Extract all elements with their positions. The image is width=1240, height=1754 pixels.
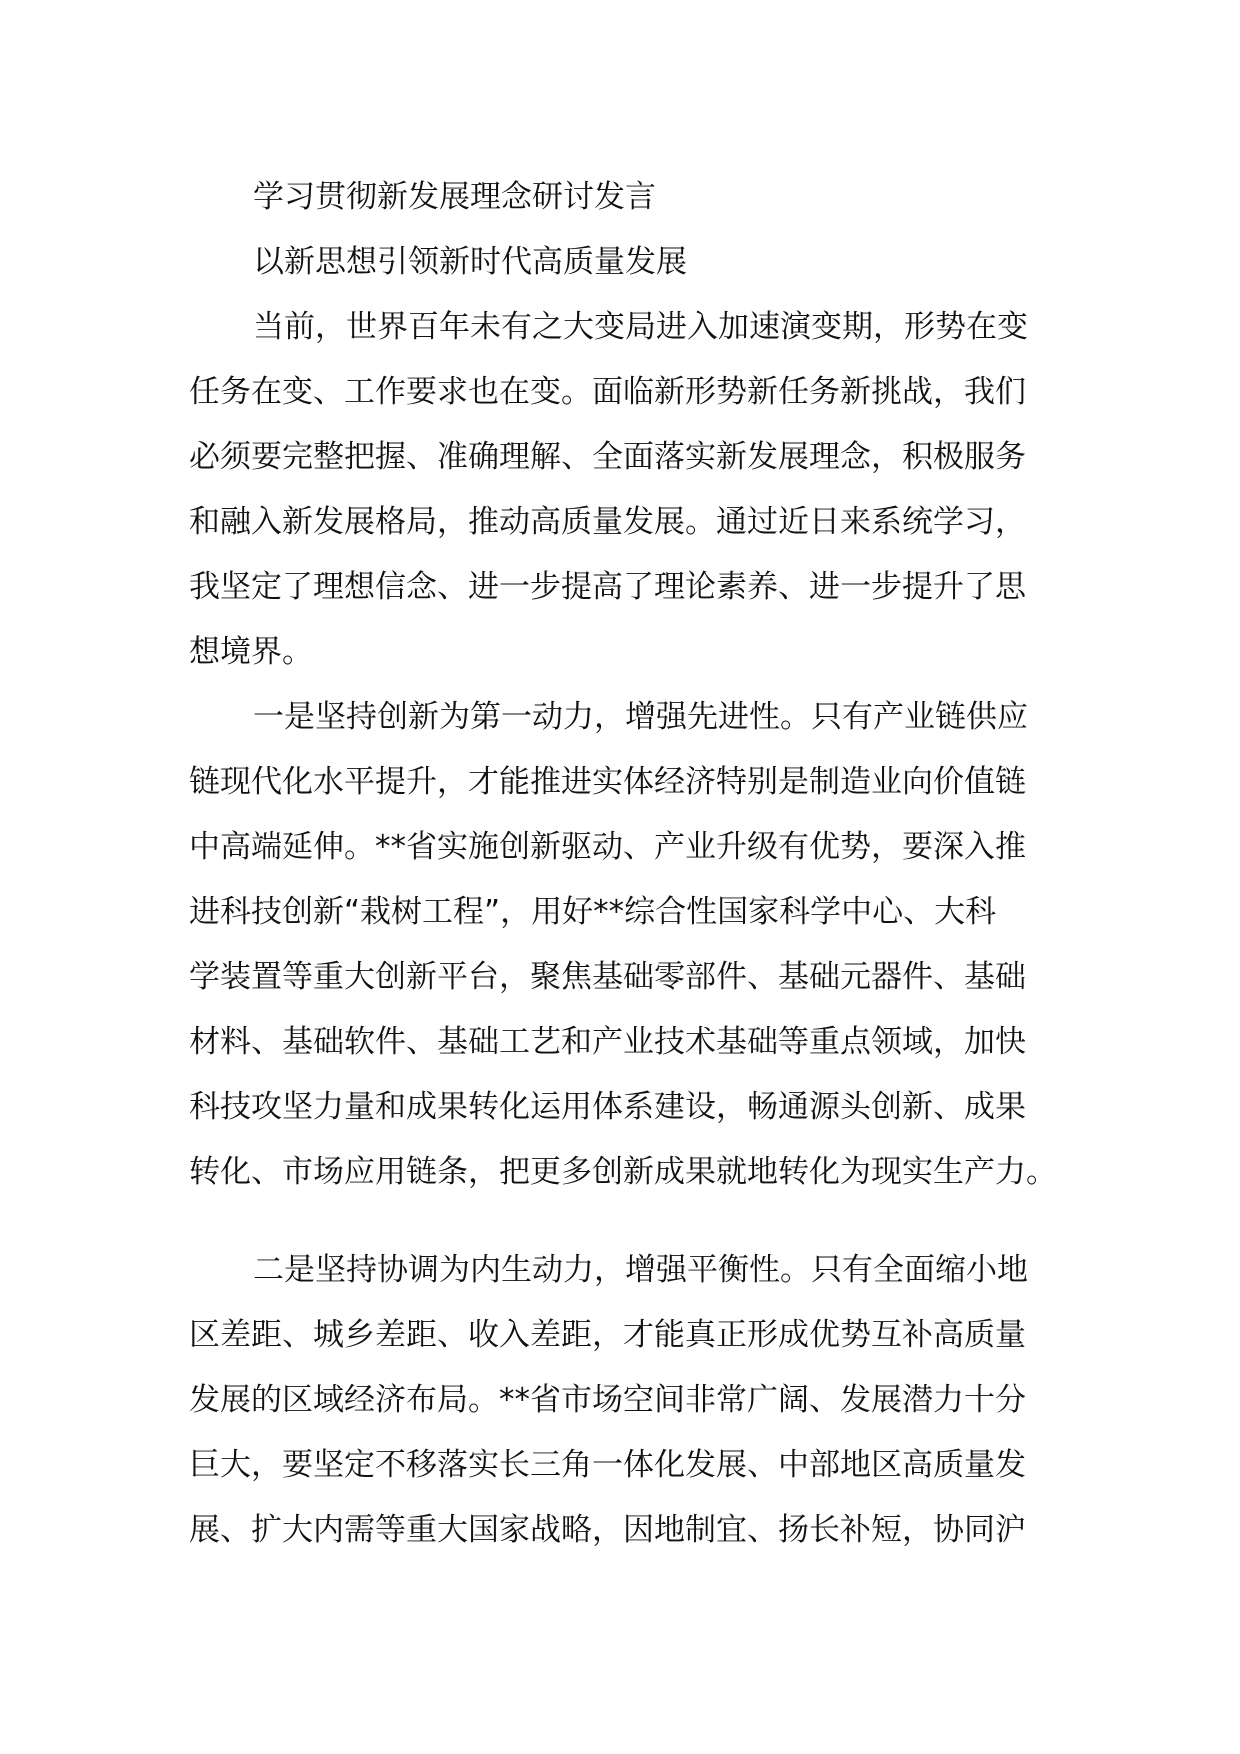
paragraph-line: 展、扩大内需等重大国家战略，因地制宜、扬长补短，协同沪 [189,1512,1026,1548]
document-title: 学习贯彻新发展理念研讨发言 [253,179,656,215]
paragraph-intro [189,295,1069,685]
paragraph-line: 一是坚持创新为第一动力，增强先进性。只有产业链供应 [253,699,1028,735]
paragraph-line: 当前，世界百年未有之大变局进入加速演变期，形势在变 [253,309,1028,345]
paragraph-innovation [189,685,1069,1205]
paragraph-line: 中高端延伸。**省实施创新驱动、产业升级有优势，要深入推 [189,829,1026,865]
paragraph-line: 发展的区域经济布局。**省市场空间非常广阔、发展潜力十分 [189,1382,1026,1418]
paragraph-line: 和融入新发展格局，推动高质量发展。通过近日来系统学习， [189,504,1026,540]
paragraph-line: 材料、基础软件、基础工艺和产业技术基础等重点领域，加快 [189,1024,1026,1060]
document-subtitle: 以新思想引领新时代高质量发展 [253,244,687,280]
paragraph-spacer [189,1205,1069,1238]
paragraph-line: 进科技创新“栽树工程”，用好**综合性国家科学中心、大科 [189,894,997,930]
paragraph-line: 任务在变、工作要求也在变。面临新形势新任务新挑战，我们 [189,374,1026,410]
paragraph-line: 区差距、城乡差距、收入差距，才能真正形成优势互补高质量 [189,1317,1026,1353]
paragraph-line: 科技攻坚力量和成果转化运用体系建设，畅通源头创新、成果 [189,1089,1026,1125]
paragraph-line: 想境界。 [189,634,313,670]
paragraph-line: 二是坚持协调为内生动力，增强平衡性。只有全面缩小地 [253,1252,1028,1288]
paragraph-line: 巨大，要坚定不移落实长三角一体化发展、中部地区高质量发 [189,1447,1026,1483]
document-body [189,165,1069,1563]
paragraph-line: 转化、市场应用链条，把更多创新成果就地转化为现实生产力。 [189,1154,1057,1190]
paragraph-line: 学装置等重大创新平台，聚焦基础零部件、基础元器件、基础 [189,959,1026,995]
paragraph-line: 必须要完整把握、准确理解、全面落实新发展理念，积极服务 [189,439,1026,475]
paragraph-coordination [189,1238,1069,1563]
paragraph-line: 我坚定了理想信念、进一步提高了理论素养、进一步提升了思 [189,569,1026,605]
paragraph-line: 链现代化水平提升，才能推进实体经济特别是制造业向价值链 [189,764,1026,800]
